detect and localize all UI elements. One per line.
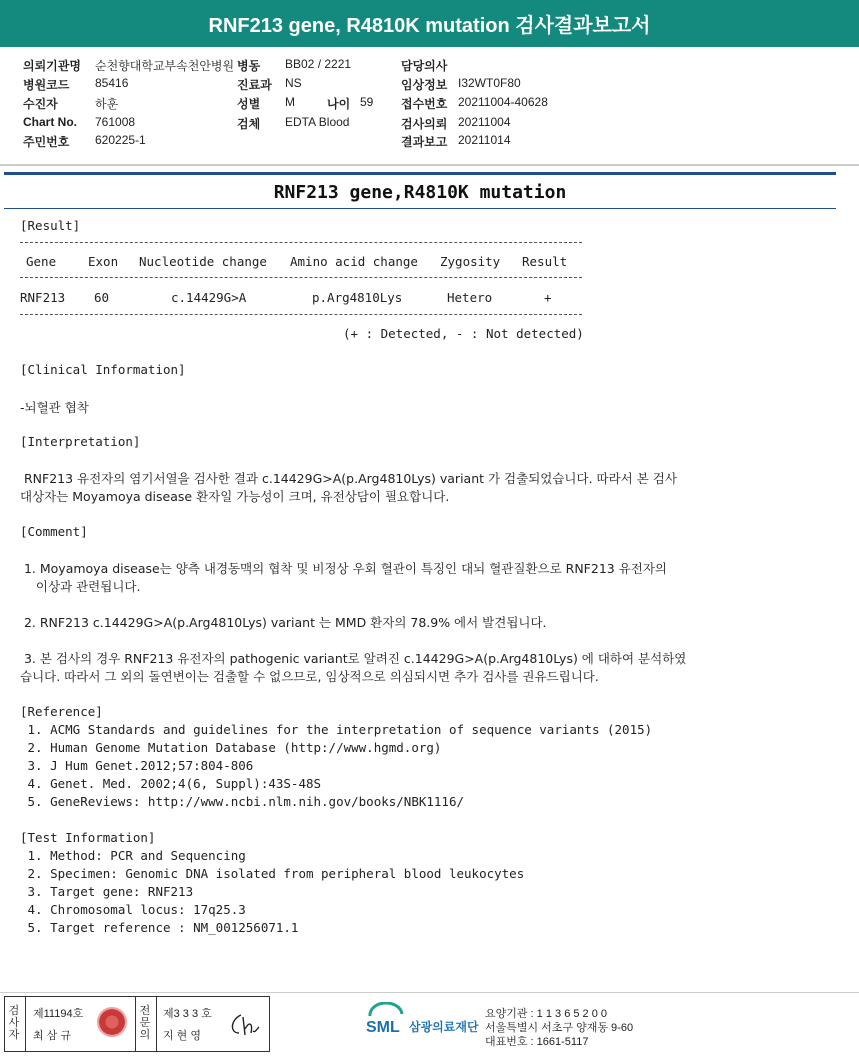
col-header-nucleotide: Nucleotide change [139, 254, 267, 269]
reference-heading: [Reference] [20, 704, 103, 719]
comment-line: 3. 본 검사의 경우 RNF213 유전자의 pathogenic variant로 알려진 c.14429G>A(p.Arg4810Lys) 에 대하여 분석하였 [20, 651, 687, 666]
address-line: 서울특별시 서초구 양재동 9-60 [485, 1022, 634, 1034]
cell-gene: RNF213 [20, 290, 66, 305]
divider [20, 277, 582, 278]
label: 수진자 [23, 97, 58, 111]
sml-logo-text: SML [366, 1019, 400, 1036]
signature-mark [227, 1011, 261, 1039]
col-header-amino: Amino acid change [290, 254, 418, 269]
signer-role-label: 검 사 자 [8, 1005, 20, 1041]
label: 검사의뢰 [401, 117, 448, 131]
testinfo-item: 2. Specimen: Genomic DNA isolated from peripheral blood leukocytes [20, 866, 525, 881]
address-line: 대표번호 : 1661-5117 [485, 1036, 589, 1048]
col-header-result: Result [522, 254, 568, 269]
divider [156, 997, 157, 1051]
cell-amino: p.Arg4810Lys [312, 290, 403, 305]
testinfo-item: 4. Chromosomal locus: 17q25.3 [20, 902, 246, 917]
col-header-zygosity: Zygosity [440, 254, 501, 269]
comment-line: 2. RNF213 c.14429G>A(p.Arg4810Lys) variant 는 MMD 환자의 78.9% 에서 발견됩니다. [20, 615, 547, 630]
value: 20211004 [458, 115, 511, 129]
divider [4, 208, 836, 209]
value: 761008 [95, 115, 136, 129]
divider [0, 164, 859, 166]
divider [4, 172, 836, 175]
age-value: 59 [360, 95, 374, 109]
label: 병원코드 [23, 78, 70, 92]
reference-item: 4. Genet. Med. 2002;4(6, Suppl):43S-48S [20, 776, 322, 791]
value: 20211004-40628 [458, 95, 548, 109]
license-number: 제3 3 3 호 [163, 1008, 212, 1020]
testinfo-item: 5. Target reference : NM_001256071.1 [20, 920, 299, 935]
interpretation-line: RNF213 유전자의 염기서열을 검사한 결과 c.14429G>A(p.Arg4810Lys) variant 가 검출되었습니다. 따라서 본 검사 [20, 471, 677, 486]
comment-heading: [Comment] [20, 524, 88, 539]
cell-zygosity: Hetero [447, 290, 493, 305]
reference-item: 3. J Hum Genet.2012;57:804-806 [20, 758, 254, 773]
divider [20, 242, 582, 243]
divider [25, 997, 26, 1051]
seal-stamp [97, 1007, 127, 1037]
address-line: 요양기관 : 1 1 3 6 5 2 0 0 [485, 1008, 608, 1020]
reference-item: 5. GeneReviews: http://www.ncbi.nlm.nih.gov/books/NBK1116/ [20, 794, 465, 809]
signature-box [4, 996, 270, 1052]
value: 20211014 [458, 133, 511, 147]
label: 검체 [237, 117, 261, 131]
signer-name: 최 삼 규 [33, 1030, 71, 1042]
clinical-heading: [Clinical Information] [20, 362, 186, 377]
value: 하훈 [95, 97, 119, 111]
label: 병동 [237, 59, 261, 73]
label: 의뢰기관명 [23, 59, 81, 73]
signer-name: 지 현 영 [163, 1030, 201, 1042]
divider [20, 314, 582, 315]
signer-role-label: 전 문 의 [139, 1005, 151, 1041]
cell-exon: 60 [94, 290, 110, 305]
value: M [285, 95, 295, 109]
value: 순천향대학교부속천안병원 [95, 59, 235, 73]
result-legend: (+ : Detected, - : Not detected) [343, 326, 584, 341]
divider [0, 992, 859, 993]
interpretation-heading: [Interpretation] [20, 434, 141, 449]
col-header-exon: Exon [88, 254, 119, 269]
foundation-name: 삼광의료재단 [409, 1020, 479, 1034]
value: EDTA Blood [285, 115, 350, 129]
comment-line: 습니다. 따라서 그 외의 돌연변이는 검출할 수 없으므로, 임상적으로 의심되시면 추가 검사를 권유드립니다. [20, 669, 599, 684]
value: BB02 / 2221 [285, 57, 352, 71]
value: NS [285, 76, 302, 90]
label: 담당의사 [401, 59, 448, 73]
report-heading: RNF213 gene,R4810K mutation [273, 182, 567, 203]
report-title: RNF213 gene, R4810K mutation 검사결과보고서 [208, 15, 651, 37]
label: 주민번호 [23, 135, 70, 149]
patient-info [0, 53, 859, 163]
result-heading: [Result] [20, 218, 81, 233]
comment-line: 1. Moyamoya disease는 양측 내경동맥의 협착 및 비정상 우회 혈관이 특징인 대뇌 혈관질환으로 RNF213 유전자의 [20, 561, 668, 576]
label: 결과보고 [401, 135, 448, 149]
reference-item: 2. Human Genome Mutation Database (http://www.hgmd.org) [20, 740, 442, 755]
testinfo-item: 3. Target gene: RNF213 [20, 884, 194, 899]
value: 620225-1 [95, 133, 146, 147]
divider [135, 997, 136, 1051]
value: 85416 [95, 76, 129, 90]
cell-nucleotide: c.14429G>A [171, 290, 247, 305]
testinfo-heading: [Test Information] [20, 830, 156, 845]
testinfo-item: 1. Method: PCR and Sequencing [20, 848, 246, 863]
clinical-text: -뇌혈관 협착 [20, 400, 89, 415]
license-number: 제11194호 [33, 1008, 84, 1020]
label: 접수번호 [401, 97, 448, 111]
label: 진료과 [237, 78, 272, 92]
label: Chart No. [23, 115, 77, 129]
interpretation-line: 대상자는 Moyamoya disease 환자일 가능성이 크며, 유전상담이 필요합니다. [20, 489, 450, 504]
label: 임상정보 [401, 78, 448, 92]
reference-item: 1. ACMG Standards and guidelines for the interpretation of sequence variants (2015) [20, 722, 653, 737]
cell-result: + [544, 290, 552, 305]
report-title-bar [0, 0, 859, 47]
value: I32WT0F80 [458, 76, 521, 90]
age-label: 나이 [327, 97, 351, 111]
col-header-gene: Gene [26, 254, 57, 269]
label: 성별 [237, 97, 261, 111]
comment-line: 이상과 관련됩니다. [20, 579, 141, 594]
sml-logo [364, 1002, 408, 1042]
